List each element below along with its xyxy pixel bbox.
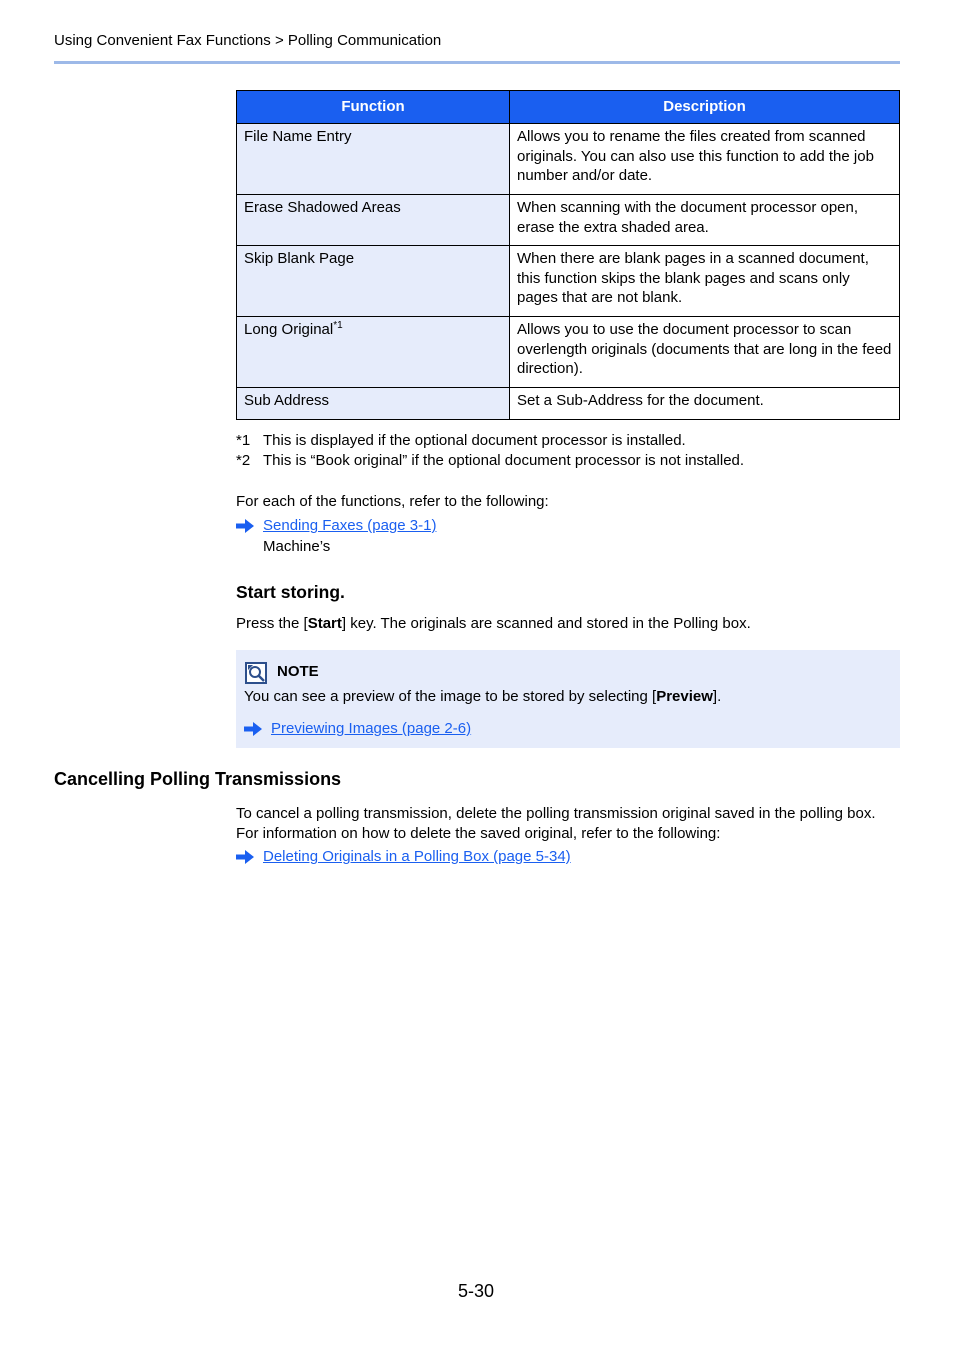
- description-cell: Allows you to rename the files created from scanned originals. You can also use this function to add the job number and/or date.: [510, 124, 900, 195]
- sending-faxes-link[interactable]: Sending Faxes (page 3-1): [263, 517, 437, 534]
- note-label: NOTE: [277, 663, 319, 680]
- step-text-start: Press the [: [236, 615, 308, 632]
- note-text-end: ].: [712, 688, 722, 705]
- header-divider: [54, 61, 900, 64]
- cancel-link-row: [236, 848, 571, 865]
- table-row: [237, 387, 900, 419]
- deleting-originals-link[interactable]: Deleting Originals in a Polling Box (page 5-34): [263, 848, 571, 865]
- description-cell: Set a Sub-Address for the document.: [510, 387, 900, 419]
- function-cell: [237, 195, 510, 246]
- arrow-right-icon: [236, 850, 254, 864]
- function-name: Long Original: [244, 321, 334, 338]
- table-row: [237, 124, 900, 195]
- previewing-images-link[interactable]: Previewing Images (page 2-6): [271, 720, 472, 737]
- footnote: [236, 431, 744, 451]
- preview-key-label: Preview: [656, 688, 713, 705]
- refer-intro: For each of the functions, refer to the following:: [236, 493, 549, 510]
- step-text: [236, 614, 900, 634]
- function-cell: [237, 246, 510, 317]
- footnotes: [236, 431, 744, 471]
- description-cell: When scanning with the document processor open, erase the extra shaded area.: [510, 195, 900, 246]
- note-icon: [245, 662, 267, 684]
- footnote-text: This is “Book original” if the optional document processor is not installed.: [263, 452, 745, 469]
- table-row: [237, 195, 900, 246]
- footnote-text: This is displayed if the optional document processor is installed.: [263, 432, 686, 449]
- footnote-mark: *2: [236, 452, 251, 469]
- note-box: [236, 650, 900, 748]
- breadcrumb: Using Convenient Fax Functions > Polling Communication: [54, 32, 442, 49]
- function-cell: [237, 317, 510, 388]
- column-header-description: Description: [510, 91, 900, 124]
- section-heading: Cancelling Polling Transmissions: [54, 769, 342, 789]
- refer-link-row: [236, 517, 436, 534]
- note-link-row: [244, 720, 471, 737]
- step-text-end: ] key. The originals are scanned and stored in the Polling box.: [341, 615, 751, 632]
- refer-suffix: Machine’s: [263, 538, 331, 555]
- footnote-mark: *1: [236, 432, 251, 449]
- table-row: [237, 317, 900, 388]
- column-header-function: Function: [237, 91, 510, 124]
- function-table: [236, 90, 900, 420]
- page-number: 5-30: [458, 1281, 495, 1301]
- step-heading: Start storing.: [236, 582, 345, 602]
- table-row: [237, 246, 900, 317]
- function-name: Erase Shadowed Areas: [244, 199, 401, 216]
- description-cell: When there are blank pages in a scanned document, this function skips the blank pages and scans only pages that are not blank.: [510, 246, 900, 317]
- note-text-start: You can see a preview of the image to be stored by selecting [: [244, 688, 657, 705]
- function-name: Skip Blank Page: [244, 250, 355, 267]
- table-header-row: [237, 91, 900, 124]
- function-cell: [237, 387, 510, 419]
- footnote: [236, 451, 744, 471]
- function-name: File Name Entry: [244, 128, 352, 145]
- note-text: [244, 688, 721, 705]
- footnote-ref: *1: [333, 320, 343, 331]
- start-key-label: Start: [307, 615, 342, 632]
- cancel-text: To cancel a polling transmission, delete the polling transmission original saved in the polling box. For information on how to delete the saved original, refer to the following:: [236, 805, 876, 842]
- arrow-right-icon: [236, 519, 254, 533]
- function-name: Sub Address: [244, 391, 330, 409]
- arrow-right-icon: [244, 722, 262, 736]
- function-cell: [237, 124, 510, 195]
- description-cell: Allows you to use the document processor to scan overlength originals (documents that are long in the feed direction).: [510, 317, 900, 388]
